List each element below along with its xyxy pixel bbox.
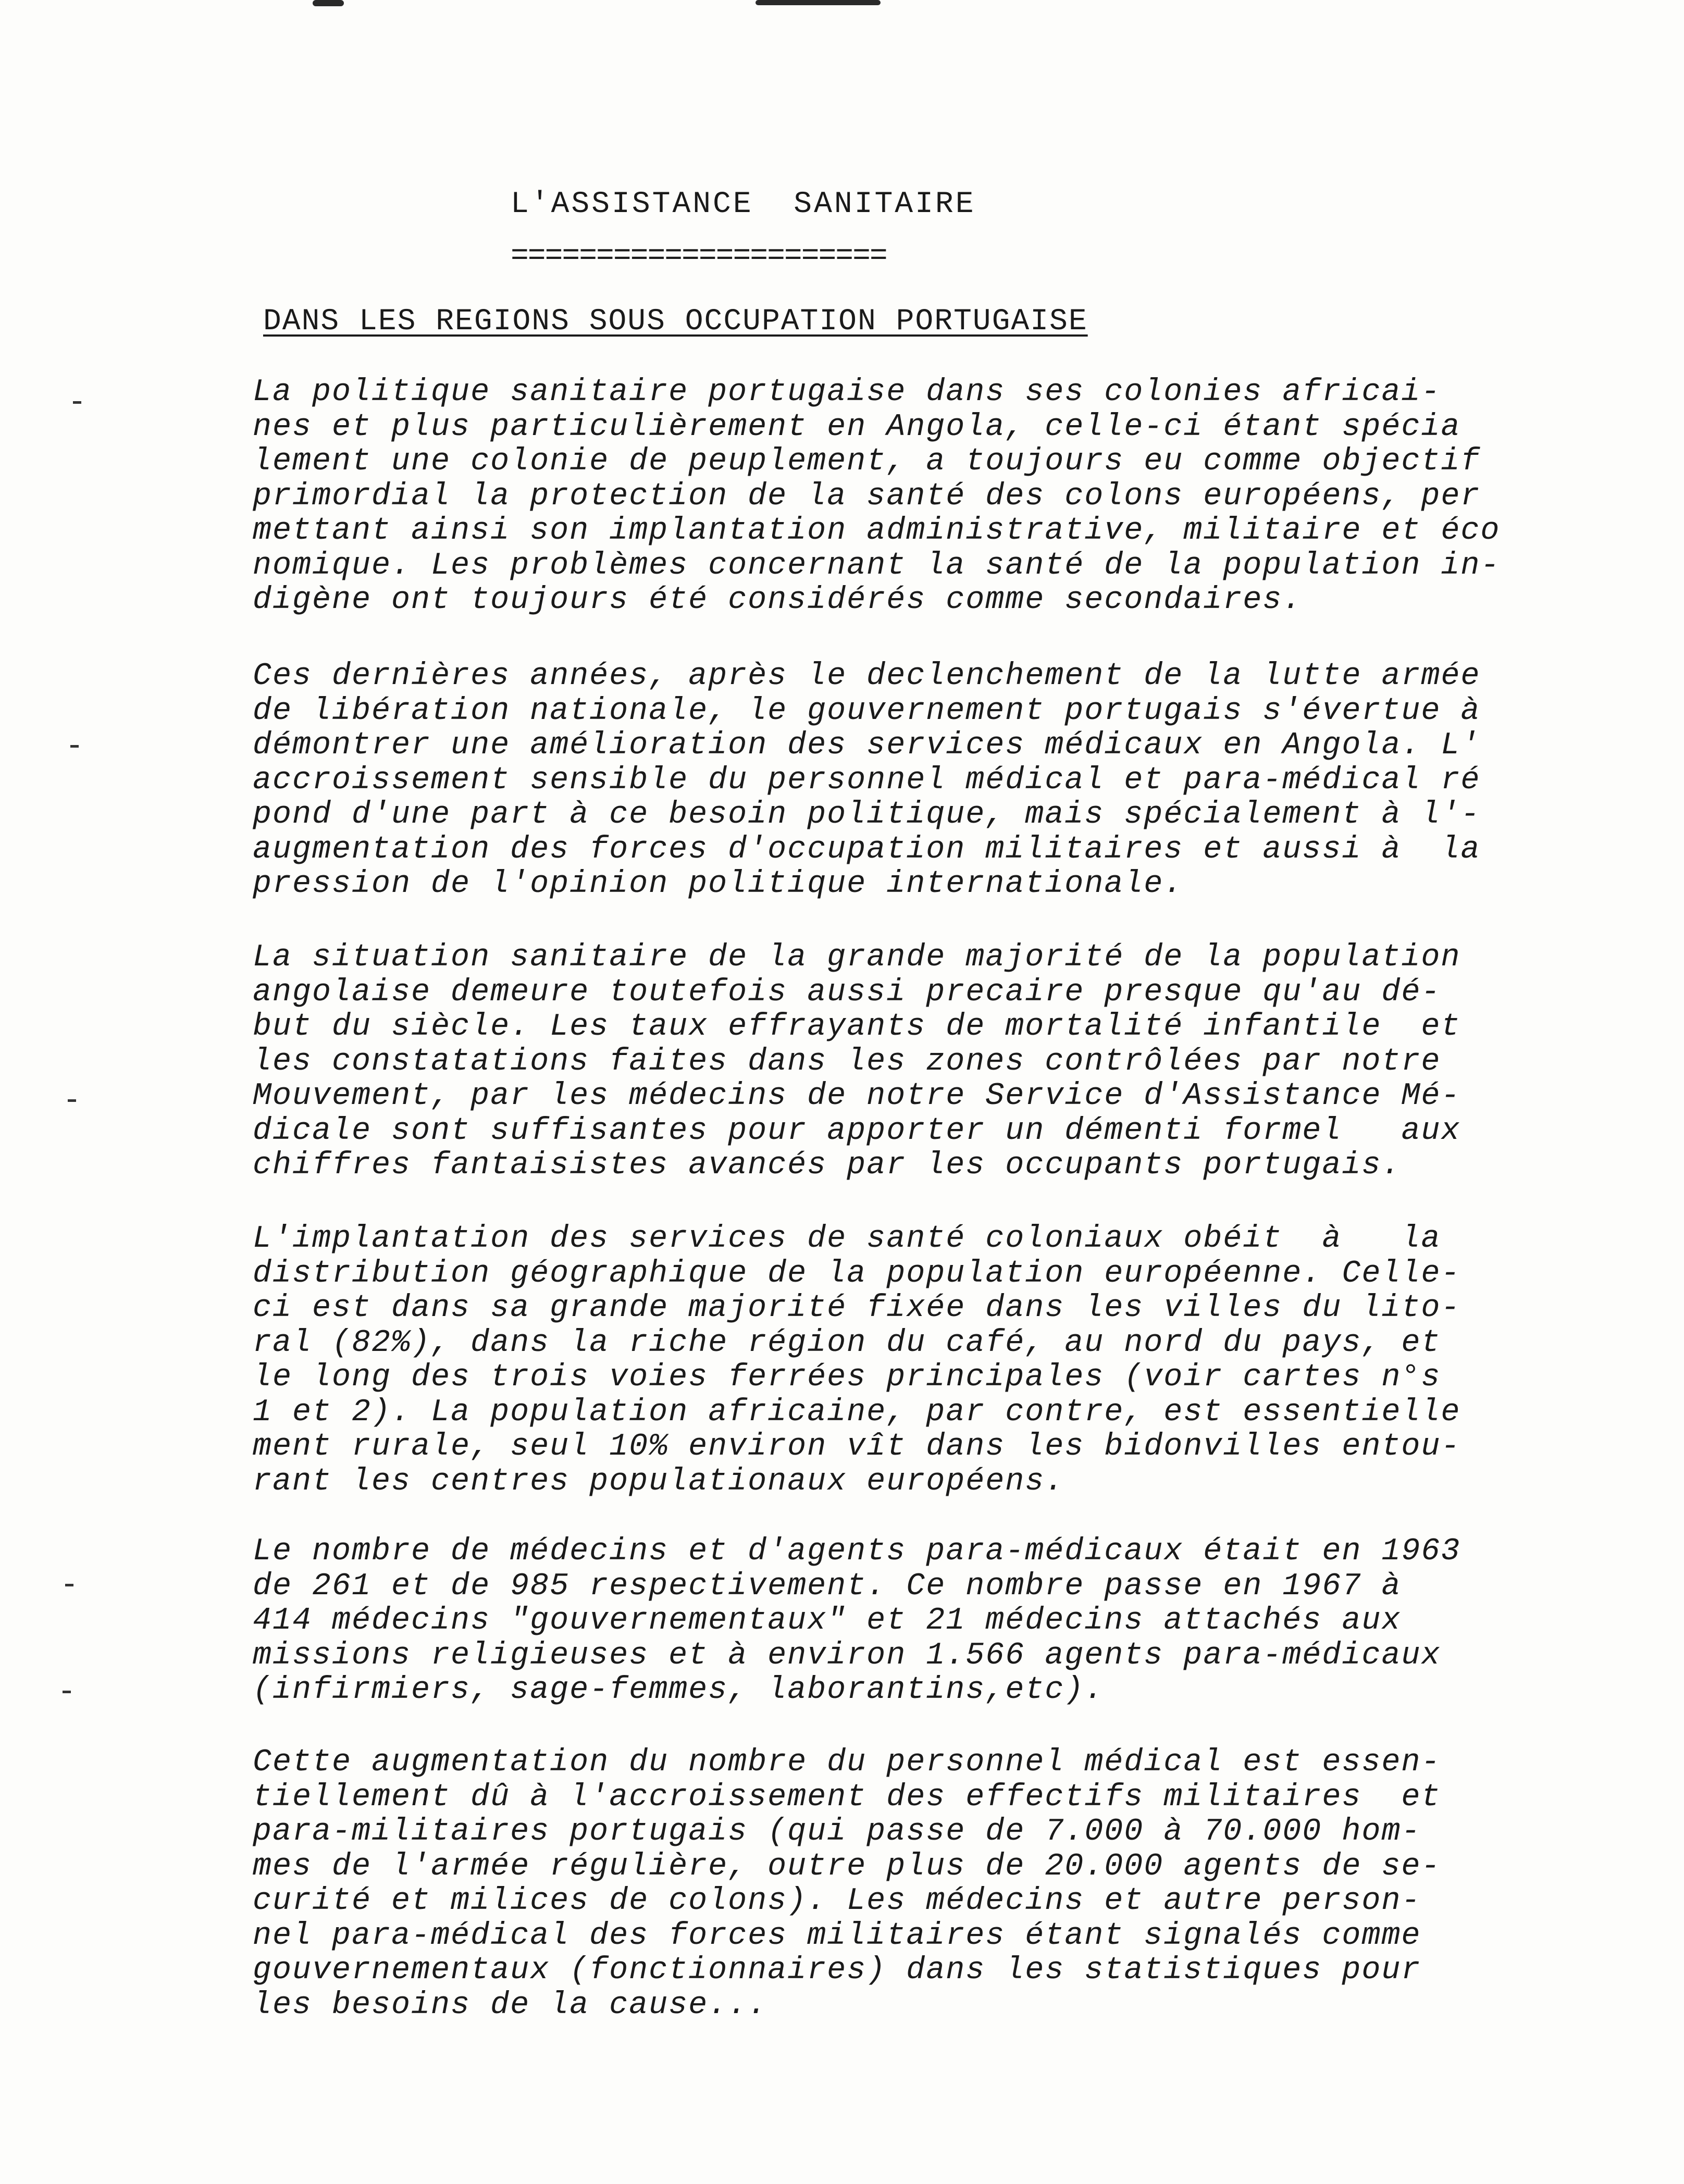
text-line: 414 médecins "gouvernementaux" et 21 médecins attachés aux xyxy=(253,1603,1402,1639)
text-line: primordial la protection de la santé des colons européens, per xyxy=(253,478,1481,514)
text-line: dicale sont suffisantes pour apporter un démenti formel aux xyxy=(253,1113,1461,1149)
paragraph-2 xyxy=(253,659,1587,902)
title-double-rule: ====================== xyxy=(511,240,887,274)
text-line: but du siècle. Les taux effrayants de mortalité infantile et xyxy=(253,1009,1461,1045)
paragraph-5 xyxy=(253,1534,1587,1708)
paragraph-3 xyxy=(253,940,1587,1183)
scan-artifact-top-center xyxy=(756,0,881,5)
text-line: Mouvement, par les médecins de notre Service d'Assistance Mé- xyxy=(253,1078,1461,1114)
text-line: Cette augmentation du nombre du personnel médical est essen- xyxy=(253,1745,1441,1780)
text-line: para-militaires portugais (qui passe de 7.000 à 70.000 hom- xyxy=(253,1814,1421,1850)
text-line: ci est dans sa grande majorité fixée dans les villes du lito- xyxy=(253,1290,1461,1326)
text-line: curité et milices de colons). Les médecins et autre person- xyxy=(253,1883,1421,1919)
text-line: chiffres fantaisistes avancés par les occupants portugais. xyxy=(253,1148,1402,1183)
text-line: angolaise demeure toutefois aussi precaire presque qu'au dé- xyxy=(253,974,1441,1010)
text-line: ment rurale, seul 10% environ vît dans les bidonvilles entou- xyxy=(253,1429,1461,1465)
paragraph-6 xyxy=(253,1745,1587,2022)
text-line: mettant ainsi son implantation administrative, militaire et éco xyxy=(253,513,1501,549)
text-line: nel para-médical des forces militaires étant signalés comme xyxy=(253,1918,1421,1954)
text-line: La situation sanitaire de la grande majorité de la population xyxy=(253,940,1461,975)
margin-mark xyxy=(65,1584,73,1586)
text-line: gouvernementaux (fonctionnaires) dans les statistiques pour xyxy=(253,1953,1421,1988)
text-line: rant les centres populationaux européens. xyxy=(253,1463,1065,1499)
text-line: de libération nationale, le gouvernement portugais s'évertue à xyxy=(253,693,1481,729)
text-line: L'implantation des services de santé coloniaux obéit à la xyxy=(253,1221,1441,1257)
margin-mark xyxy=(63,1691,71,1693)
text-line: distribution géographique de la population européenne. Celle- xyxy=(253,1256,1461,1292)
text-line: pression de l'opinion politique internationale. xyxy=(253,866,1184,902)
text-line: le long des trois voies ferrées principales (voir cartes n°s xyxy=(253,1360,1441,1395)
paragraph-4 xyxy=(253,1222,1587,1499)
margin-mark xyxy=(68,1099,76,1102)
text-line: augmentation des forces d'occupation militaires et aussi à la xyxy=(253,832,1481,867)
text-line: accroissement sensible du personnel médical et para-médical ré xyxy=(253,762,1481,798)
text-line: (infirmiers, sage-femmes, laborantins,etc). xyxy=(253,1672,1105,1708)
text-line: démontrer une amélioration des services médicaux en Angola. L' xyxy=(253,728,1481,763)
document-title: L'ASSISTANCE SANITAIRE xyxy=(511,188,976,221)
text-line: Le nombre de médecins et d'agents para-médicaux était en 1963 xyxy=(253,1534,1461,1569)
text-line: lement une colonie de peuplement, a toujours eu comme objectif xyxy=(253,444,1481,479)
margin-mark xyxy=(70,745,79,748)
text-line: les constatations faites dans les zones contrôlées par notre xyxy=(253,1044,1441,1079)
margin-mark xyxy=(73,401,81,404)
text-line: de 261 et de 985 respectivement. Ce nombre passe en 1967 à xyxy=(253,1568,1402,1604)
text-line: digène ont toujours été considérés comme secondaires. xyxy=(253,582,1303,618)
paragraph-1 xyxy=(253,375,1587,618)
text-line: La politique sanitaire portugaise dans ses colonies africai- xyxy=(253,375,1441,410)
text-line: pond d'une part à ce besoin politique, mais spécialement à l'- xyxy=(253,797,1481,833)
text-line: tiellement dû à l'accroissement des effectifs militaires et xyxy=(253,1779,1441,1815)
text-line: nomique. Les problèmes concernant la santé de la population in- xyxy=(253,548,1501,584)
text-line: missions religieuses et à environ 1.566 agents para-médicaux xyxy=(253,1637,1441,1673)
text-line: ral (82%), dans la riche région du café, au nord du pays, et xyxy=(253,1325,1441,1361)
text-line: mes de l'armée régulière, outre plus de 20.000 agents de se- xyxy=(253,1848,1441,1884)
text-line: nes et plus particulièrement en Angola, celle-ci étant spécia xyxy=(253,409,1461,445)
scan-artifact-top-left xyxy=(313,0,344,6)
text-line: les besoins de la cause... xyxy=(253,1987,768,2023)
document-subtitle: DANS LES REGIONS SOUS OCCUPATION PORTUGAISE xyxy=(263,305,1088,339)
text-line: 1 et 2). La population africaine, par contre, est essentielle xyxy=(253,1394,1461,1430)
text-line: Ces dernières années, après le declenchement de la lutte armée xyxy=(253,659,1481,694)
